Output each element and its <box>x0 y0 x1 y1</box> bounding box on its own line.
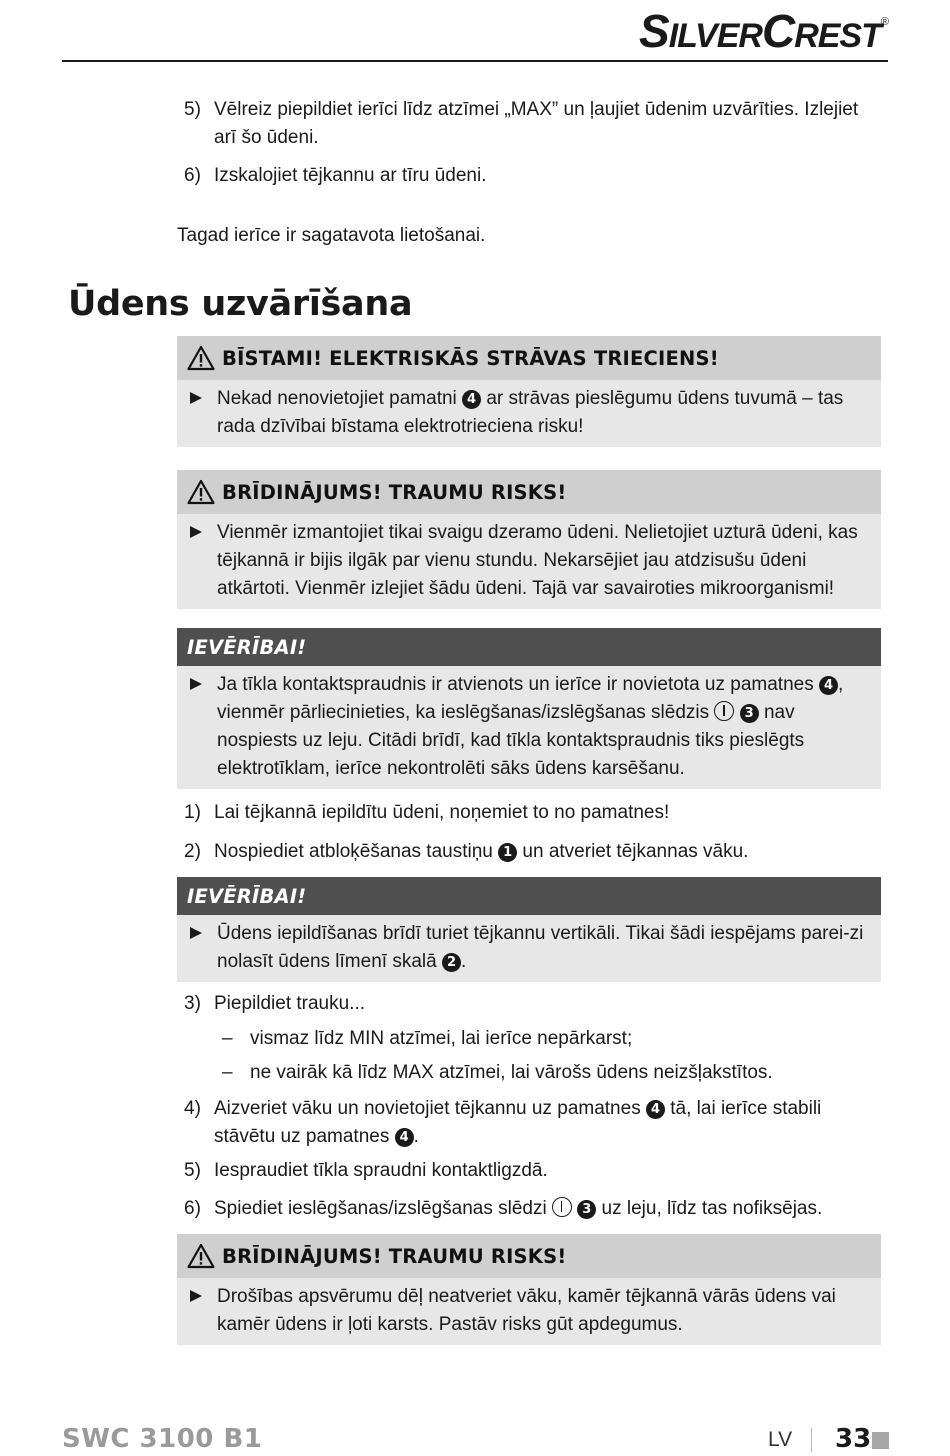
footer-model-number: SWC 3100 B1 <box>62 1424 263 1454</box>
notice-title: IEVĒRĪBAI! <box>187 884 307 908</box>
intro-step-6 <box>184 162 874 190</box>
step-text-part: tā, lai ierīce stabili stāvētu uz pamatnes <box>214 1098 822 1147</box>
bullet-text: Nekad nenovietojiet pamatni <box>217 388 457 409</box>
bullet-text: Ūdens iepildīšanas brīdī turiet tējkannu vertikāli. Tikai šādi iespējams parei-zi nolasīt ūdens līmenī skalā <box>217 923 864 972</box>
logo-part: REST <box>794 17 881 55</box>
warning-triangle-icon <box>187 1243 215 1269</box>
bullet-arrow-icon <box>189 677 203 691</box>
step-text <box>214 1195 874 1223</box>
header-divider <box>62 60 888 62</box>
bullet-arrow-icon <box>189 525 203 539</box>
part-number-badge: 3 <box>577 1200 596 1219</box>
step-6 <box>184 1195 874 1223</box>
step-text <box>214 1095 874 1151</box>
warning-title: BRĪDINĀJUMS! TRAUMU RISKS! <box>222 1244 567 1268</box>
step-5 <box>184 1157 874 1185</box>
part-number-badge: 4 <box>819 676 838 695</box>
logo-registered-mark: ® <box>880 16 888 28</box>
warning-triangle-icon <box>187 345 215 371</box>
dash-marker: – <box>222 1028 233 1049</box>
notice-header <box>177 877 881 915</box>
part-number-badge: 1 <box>498 843 517 862</box>
dash-marker: – <box>222 1062 233 1083</box>
step-text: Iespraudiet tīkla spraudni kontaktligzdā. <box>214 1160 548 1181</box>
notice-header <box>177 628 881 666</box>
footer-separator <box>811 1428 812 1452</box>
part-number-badge: 3 <box>740 704 759 723</box>
warning-header <box>177 470 881 514</box>
bullet-text: , vienmēr pārliecinieties, ka ieslēgšanas/izslēgšanas slēdzis <box>217 674 844 723</box>
part-number-badge: 2 <box>442 953 461 972</box>
bullet-text: Drošības apsvērumu dēļ neatveriet vāku, kamēr tējkannā vārās ūdens vai kamēr ūdens ir ļoti karsts. Pastāv risks gūt apdegumus. <box>217 1286 836 1335</box>
step-2 <box>184 838 874 866</box>
step-number: 1) <box>184 802 201 823</box>
step-text <box>214 838 874 866</box>
step-text: Izskalojiet tējkannu ar tīru ūdeni. <box>214 165 487 186</box>
intro-step-5 <box>184 96 874 152</box>
subitem-text: ne vairāk kā līdz MAX atzīmei, lai vārošs ūdens neizšļakstītos. <box>250 1062 773 1083</box>
step-text-part: Spiediet ieslēgšanas/izslēgšanas slēdzi <box>214 1198 547 1219</box>
notice-box-1 <box>177 628 881 789</box>
danger-header <box>177 336 881 380</box>
danger-electric-box <box>177 336 881 447</box>
step-text-part: un atveriet tējkannas vāku. <box>522 841 749 862</box>
step-text-part: uz leju, līdz tas nofiksējas. <box>601 1198 823 1219</box>
step-4 <box>184 1095 874 1151</box>
warning-triangle-icon <box>187 479 215 505</box>
bullet-text: nav nospiests uz leju. Citādi brīdī, kad tīkla kontaktspraudnis tiks pieslēgts elektrotīklam, ierīce nekontrolēti sāks ūdens karsēšanu. <box>217 702 805 779</box>
step-3-subitem-min <box>222 1025 862 1053</box>
step-text: Lai tējkannā iepildītu ūdeni, noņemiet to no pamatnes! <box>214 802 670 823</box>
notice-bullet <box>177 666 881 789</box>
danger-title: BĪSTAMI! ELEKTRISKĀS STRĀVAS TRIECIENS! <box>222 346 719 370</box>
step-number: 5) <box>184 1160 201 1181</box>
step-text: Piepildiet trauku... <box>214 993 366 1014</box>
warning-burn-box <box>177 1234 881 1345</box>
power-switch-icon <box>552 1197 572 1217</box>
danger-bullet <box>177 380 881 447</box>
ready-paragraph: Tagad ierīce ir sagatavota lietošanai. <box>177 225 486 246</box>
bullet-text: Ja tīkla kontaktspraudnis ir atvienots un ierīce ir novietota uz pamatnes <box>217 674 814 695</box>
bullet-text: Vienmēr izmantojiet tikai svaigu dzeramo ūdeni. Nelietojiet uzturā ūdeni, kas tējkannā ir bijis ilgāk par vienu stundu. Nekarsējiet jau atdzisušu ūdeni atkārtoti. Vienmēr izlejiet šādu ūdeni. Tajā var savairoties mikroorganismi! <box>217 522 858 599</box>
footer-page-number: 33 <box>835 1424 872 1454</box>
notice-box-2 <box>177 877 881 982</box>
step-text-part: . <box>413 1126 419 1147</box>
step-number: 5) <box>184 99 201 120</box>
part-number-badge: 4 <box>646 1100 665 1119</box>
power-switch-icon <box>714 701 734 721</box>
step-3-subitem-max <box>222 1059 862 1087</box>
subitem-text: vismaz līdz MIN atzīmei, lai ierīce nepārkarst; <box>250 1028 633 1049</box>
logo-letter: C <box>761 5 795 57</box>
part-number-badge: 4 <box>462 390 481 409</box>
part-number-badge: 4 <box>395 1128 414 1147</box>
notice-title: IEVĒRĪBAI! <box>187 635 307 659</box>
step-number: 3) <box>184 993 201 1014</box>
footer-language: LV <box>768 1428 793 1451</box>
bullet-arrow-icon <box>189 1289 203 1303</box>
step-3 <box>184 990 874 1018</box>
warning-header <box>177 1234 881 1278</box>
step-text-part: Aizveriet vāku un novietojiet tējkannu uz pamatnes <box>214 1098 641 1119</box>
bullet-arrow-icon <box>189 926 203 940</box>
step-text-part: Nospiediet atbloķēšanas taustiņu <box>214 841 493 862</box>
warning-title: BRĪDINĀJUMS! TRAUMU RISKS! <box>222 480 567 504</box>
step-number: 6) <box>184 1198 201 1219</box>
footer-square-marker <box>872 1432 889 1449</box>
notice-bullet <box>177 915 881 982</box>
bullet-text: ar strāvas pieslēgumu ūdens tuvumā – tas rada dzīvībai bīstama elektrotrieciena risku! <box>217 388 844 437</box>
step-1 <box>184 799 874 827</box>
step-number: 6) <box>184 165 201 186</box>
silvercrest-logo <box>639 4 888 58</box>
warning-injury-box <box>177 470 881 609</box>
step-number: 4) <box>184 1098 201 1119</box>
step-number: 2) <box>184 841 201 862</box>
warning-bullet <box>177 514 881 609</box>
step-text: Vēlreiz piepildiet ierīci līdz atzīmei „MAX” un ļaujiet ūdenim uzvārīties. Izlejiet arī šo ūdeni. <box>214 99 859 148</box>
warning-bullet <box>177 1278 881 1345</box>
logo-letter: S <box>639 5 669 57</box>
section-title: Ūdens uzvārīšana <box>68 284 413 324</box>
bullet-text: . <box>460 951 467 972</box>
bullet-arrow-icon <box>189 391 203 405</box>
logo-part: ILVER <box>668 17 762 55</box>
